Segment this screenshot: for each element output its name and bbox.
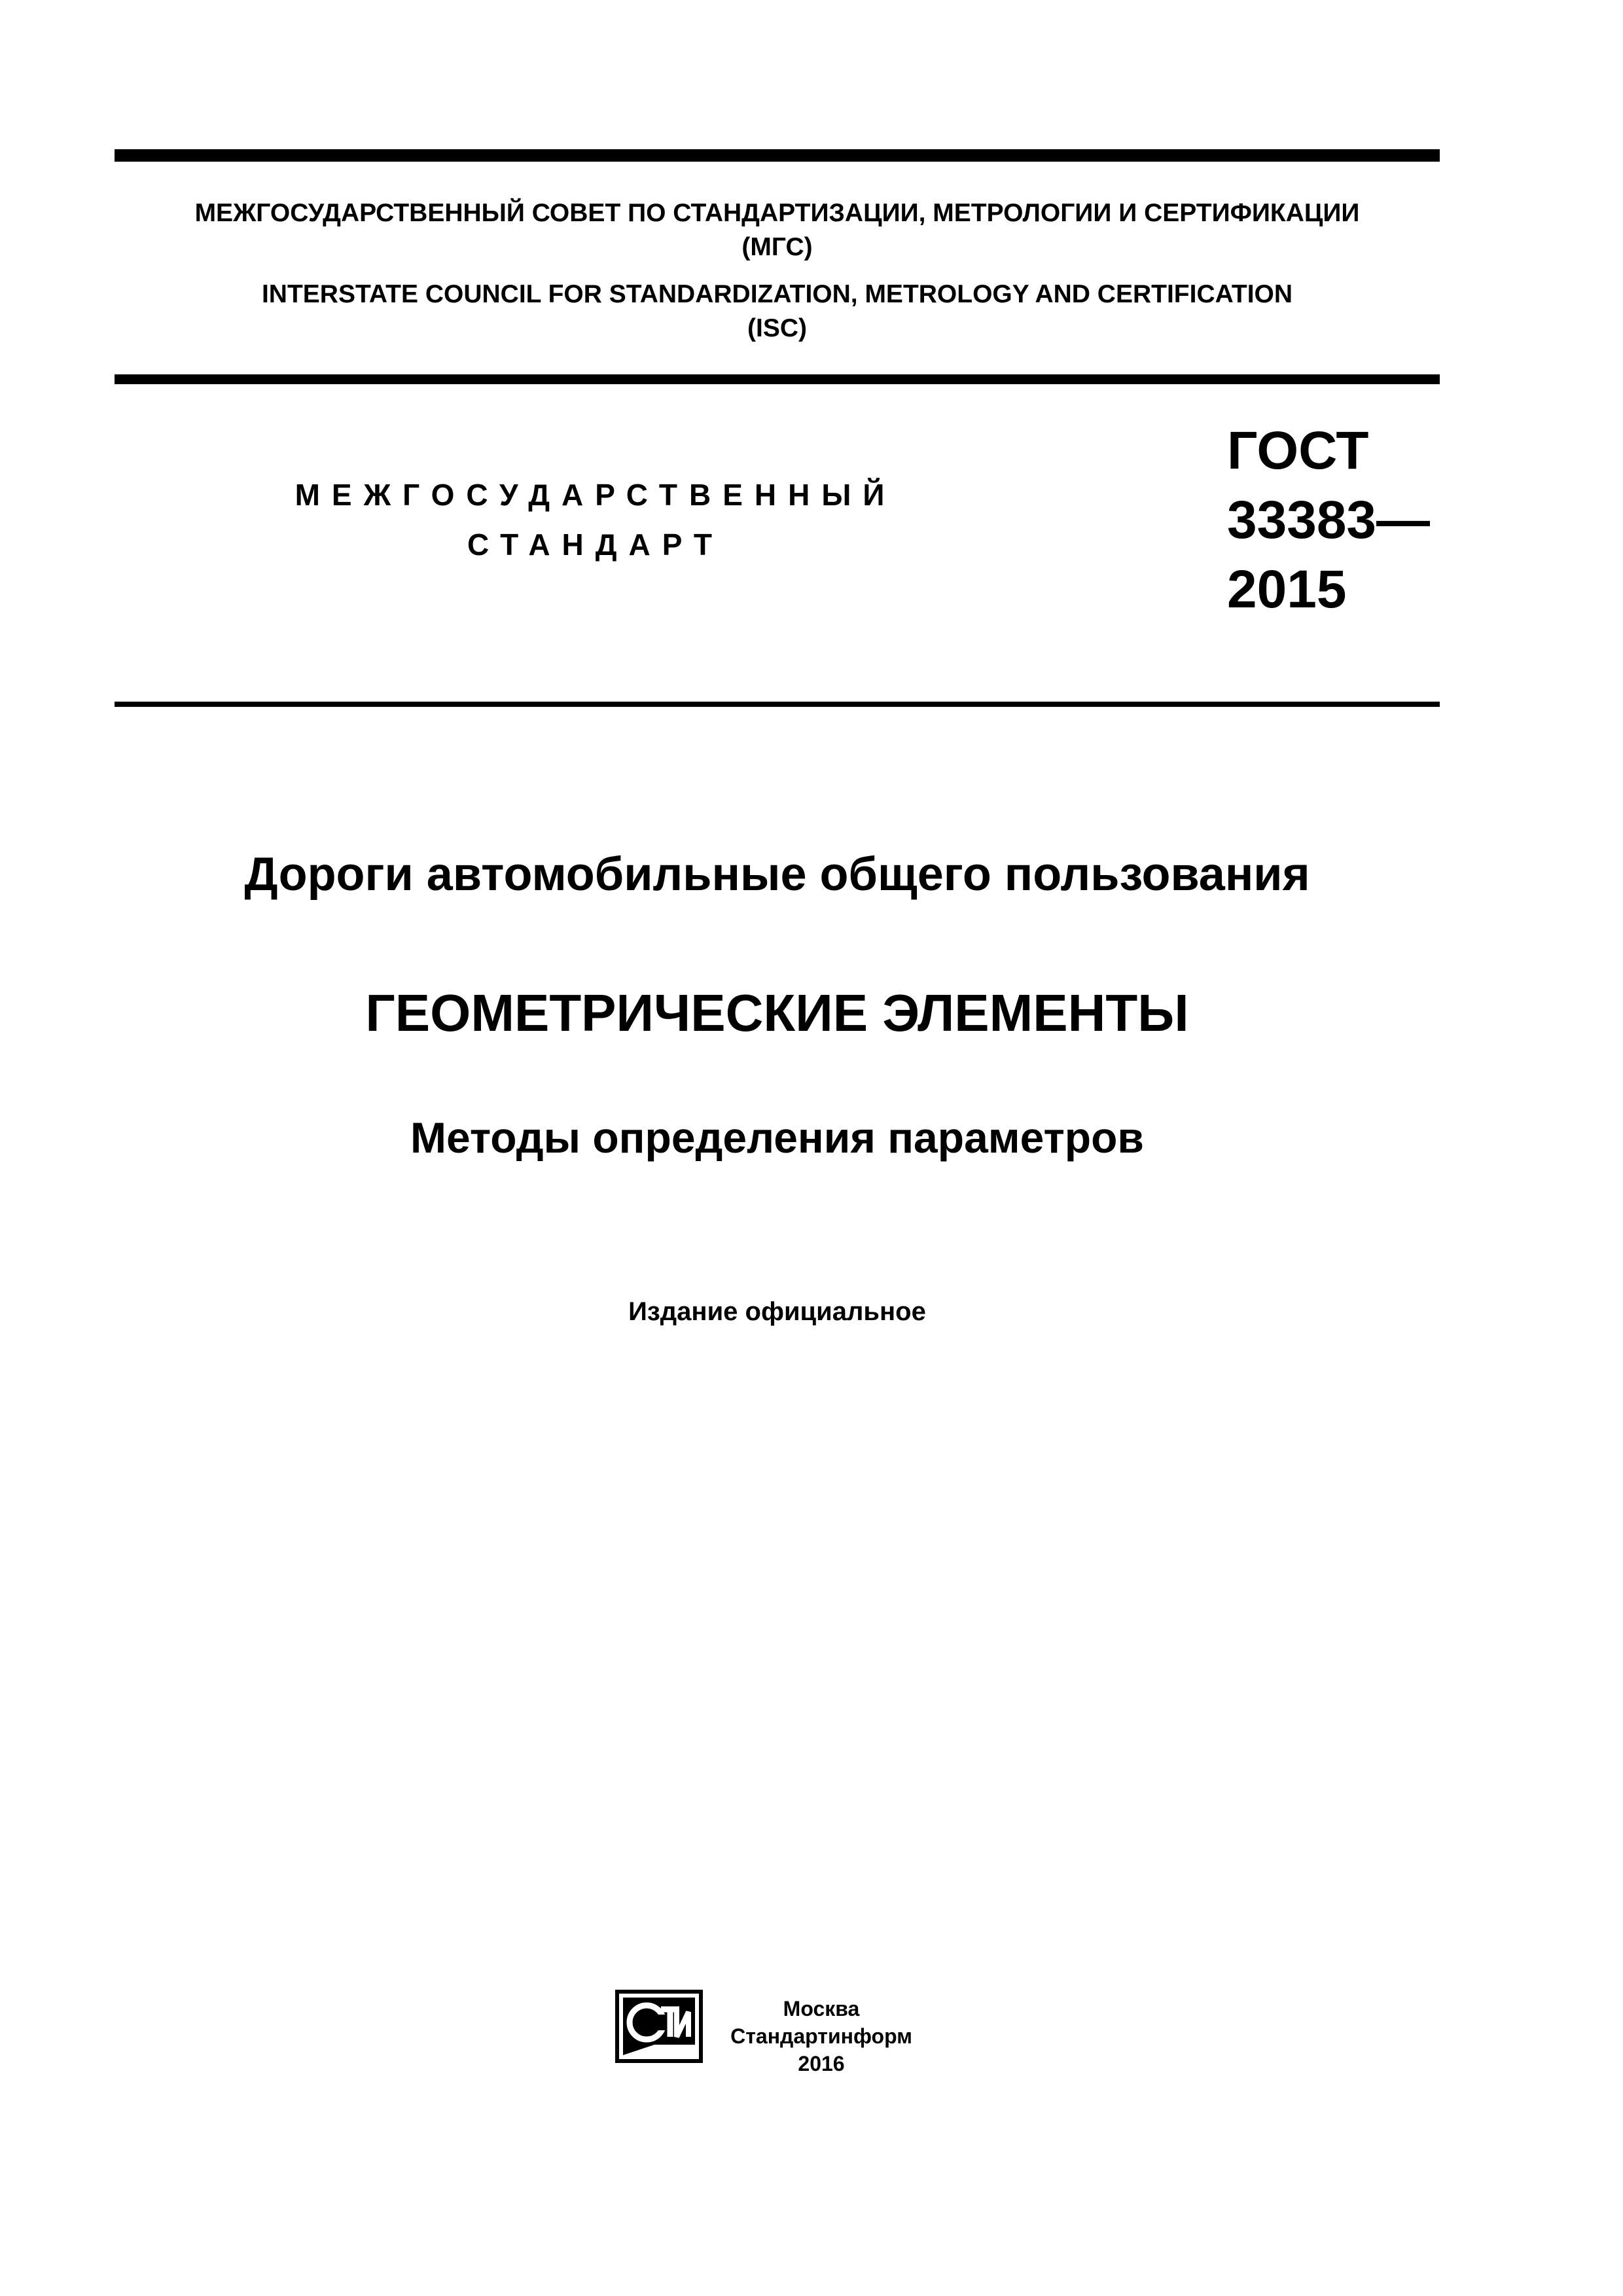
middle-rule	[115, 374, 1440, 384]
bottom-rule	[115, 702, 1440, 707]
council-name-en	[115, 278, 1440, 346]
council-abbr-ru: (МГС)	[741, 233, 813, 261]
designation-number: 33383—	[1227, 490, 1431, 550]
document-title: Дороги автомобильные общего пользования	[244, 848, 1310, 901]
designation-year: 2015	[1227, 560, 1347, 619]
council-name-ru	[115, 196, 1440, 264]
standard-kind-line2: СТАНДАРТ	[467, 528, 724, 562]
designation-prefix: ГОСТ	[1227, 421, 1369, 480]
publisher-name: Стандартинформ	[730, 2024, 912, 2048]
publisher-imprint	[713, 1995, 929, 2077]
council-name-en-line1: INTERSTATE COUNCIL FOR STANDARDIZATION, METROLOGY AND CERTIFICATION	[261, 280, 1293, 308]
document-subject: ГЕОМЕТРИЧЕСКИЕ ЭЛЕМЕНТЫ	[365, 984, 1189, 1042]
standartinform-logo-icon	[615, 1990, 703, 2063]
standard-kind	[288, 470, 903, 569]
document-subtitle: Методы определения параметров	[410, 1113, 1144, 1162]
council-abbr-en: (ISC)	[747, 314, 807, 342]
standard-kind-line1: МЕЖГОСУДАРСТВЕННЫЙ	[294, 478, 897, 512]
council-name-ru-line1: МЕЖГОСУДАРСТВЕННЫЙ СОВЕТ ПО СТАНДАРТИЗАЦИИ, МЕТРОЛОГИИ И СЕРТИФИКАЦИИ	[194, 199, 1360, 227]
top-rule	[115, 149, 1440, 162]
standard-designation	[1227, 416, 1430, 624]
publisher-city: Москва	[783, 1997, 860, 2020]
edition-note: Издание официальное	[628, 1297, 926, 1326]
publisher-year: 2016	[798, 2052, 845, 2075]
